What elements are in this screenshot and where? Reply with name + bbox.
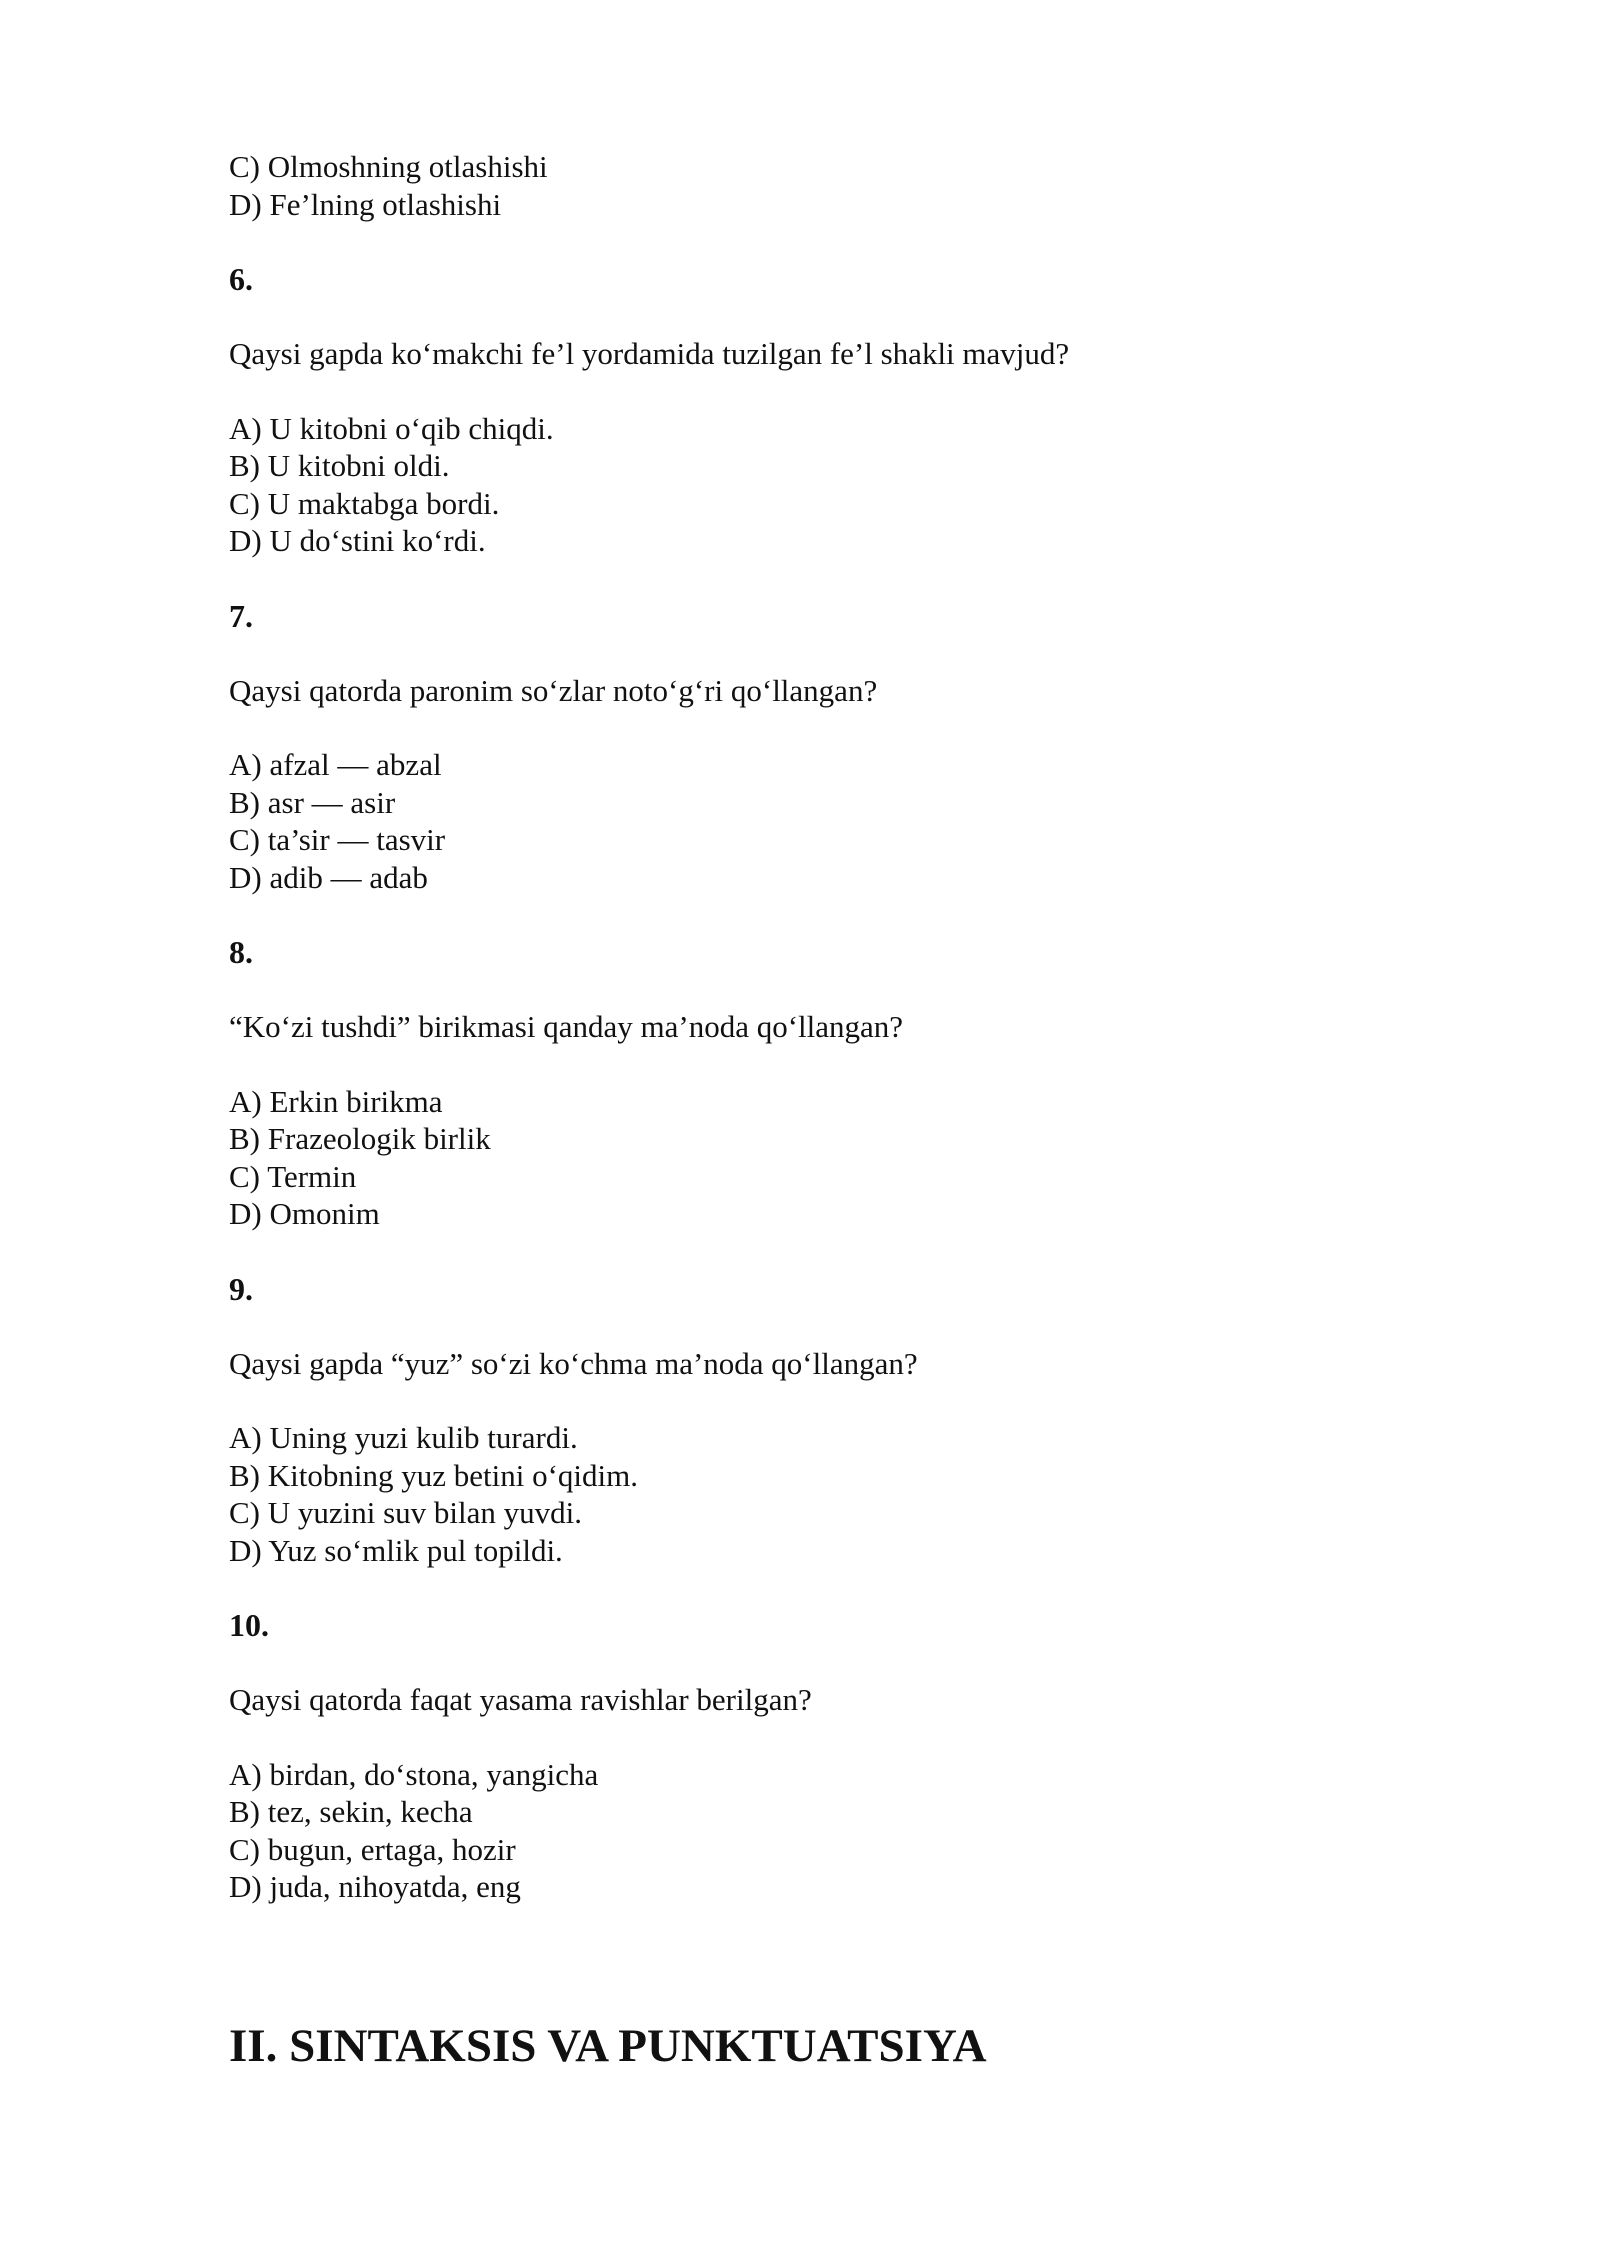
- option-d: D) adib — adab: [229, 859, 428, 895]
- option-c: C) ta’sir — tasvir: [229, 822, 446, 857]
- option-c: C) U yuzini suv bilan yuvdi.: [229, 1495, 583, 1530]
- option-c: C) Termin: [229, 1158, 357, 1194]
- question-number: 10.: [229, 1607, 269, 1643]
- option-b: B) U kitobni oldi.: [229, 448, 450, 483]
- option-c: C) Olmoshning otlashishi: [229, 149, 548, 184]
- document-page: [229, 148, 1429, 2113]
- question-text: Qaysi qatorda paronim so‘zlar noto‘g‘ri qo‘llangan?: [229, 672, 878, 708]
- question-number: 6.: [229, 261, 253, 297]
- continued-options: [229, 148, 1429, 223]
- question-number: 9.: [229, 1270, 253, 1307]
- option-b: B) Frazeologik birlik: [229, 1121, 491, 1156]
- option-d: D) U do‘stini ko‘rdi.: [229, 523, 486, 558]
- question-8: [229, 933, 1429, 1233]
- option-d: D) Fe’lning otlashishi: [229, 186, 502, 222]
- question-text: Qaysi gapda ko‘makchi fe’l yordamida tuzilgan fe’l shakli mavjud?: [229, 336, 1070, 371]
- option-a: A) Uning yuzi kulib turardi.: [229, 1420, 578, 1455]
- option-b: B) asr — asir: [229, 784, 396, 820]
- question-9: [229, 1270, 1429, 1570]
- question-text: “Ko‘zi tushdi” birikmasi qanday ma’noda qo‘llangan?: [229, 1009, 904, 1044]
- question-number: 7.: [229, 597, 253, 634]
- option-d: D) juda, nihoyatda, eng: [229, 1869, 521, 1904]
- option-b: B) Kitobning yuz betini o‘qidim.: [229, 1457, 638, 1493]
- option-a: A) Erkin birikma: [229, 1083, 443, 1119]
- option-a: A) U kitobni o‘qib chiqdi.: [229, 410, 554, 446]
- question-6: [229, 260, 1429, 560]
- question-10: [229, 1606, 1429, 1906]
- question-text: Qaysi qatorda faqat yasama ravishlar berilgan?: [229, 1682, 812, 1717]
- option-a: A) afzal — abzal: [229, 747, 442, 782]
- option-b: B) tez, sekin, kecha: [229, 1794, 473, 1829]
- option-c: C) bugun, ertaga, hozir: [229, 1831, 516, 1867]
- question-7: [229, 597, 1429, 897]
- section-heading: II. SINTAKSIS VA PUNKTUATSIYA: [229, 2019, 987, 2072]
- option-d: D) Yuz so‘mlik pul topildi.: [229, 1532, 563, 1568]
- option-a: A) birdan, do‘stona, yangicha: [229, 1756, 599, 1792]
- option-c: C) U maktabga bordi.: [229, 485, 500, 521]
- question-text: Qaysi gapda “yuz” so‘zi ko‘chma ma’noda qo‘llangan?: [229, 1345, 918, 1381]
- question-number: 8.: [229, 934, 253, 970]
- option-d: D) Omonim: [229, 1196, 380, 1231]
